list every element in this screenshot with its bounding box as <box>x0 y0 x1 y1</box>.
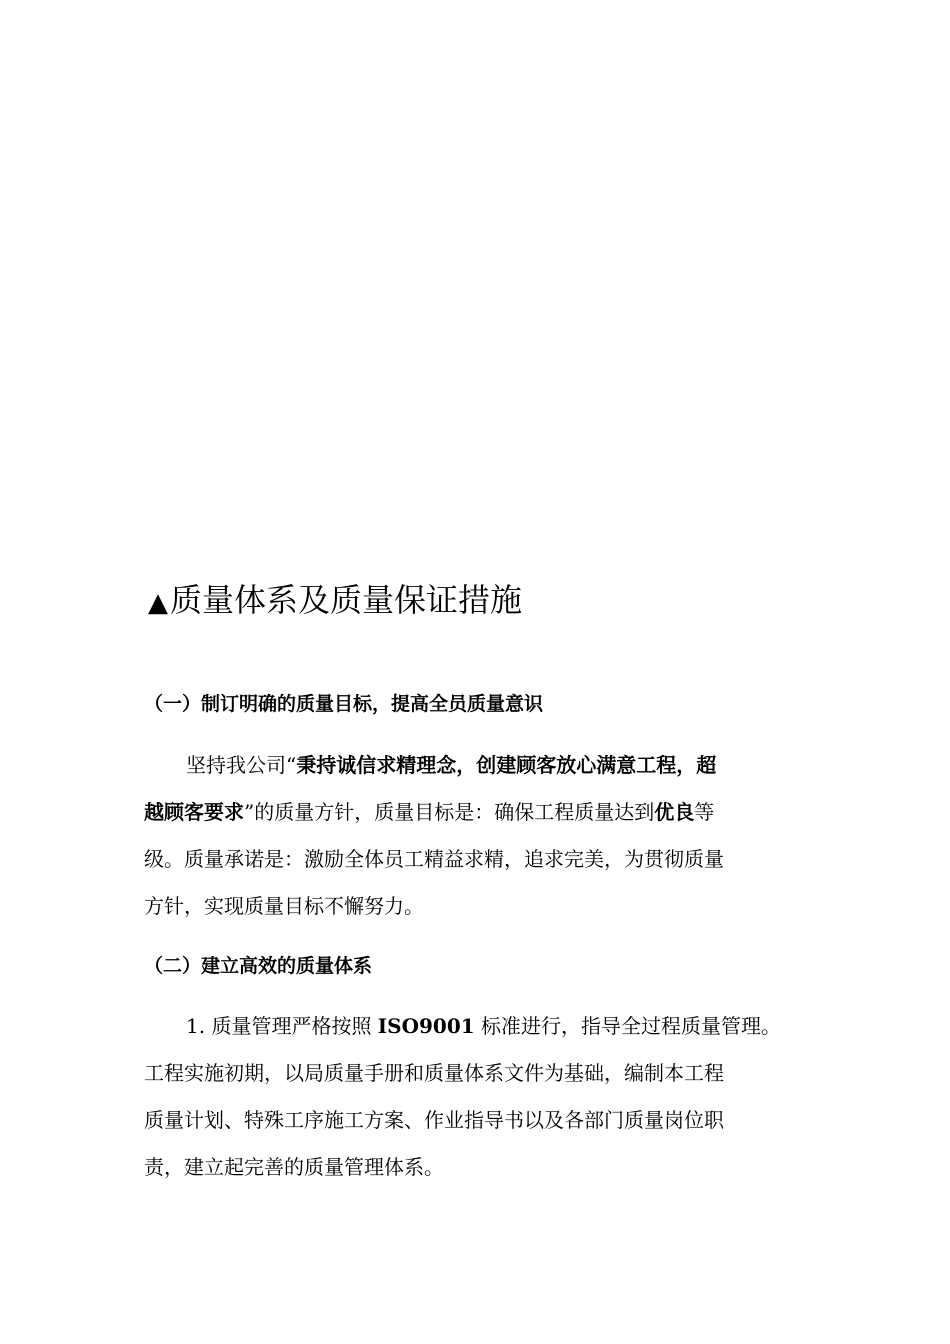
paragraph-line: 方针，实现质量目标不懈努力。 <box>144 894 424 918</box>
text-run: ”的质量方针，质量目标是：确保工程质量达到 <box>244 800 655 824</box>
section-1-paragraph <box>144 742 824 930</box>
bold-text-run: 优良 <box>654 800 695 824</box>
paragraph-line: 责，建立起完善的质量管理体系。 <box>144 1155 444 1179</box>
paragraph-line <box>144 789 824 836</box>
paragraph-line <box>144 1003 824 1050</box>
document-title-text: 质量体系及质量保证措施 <box>170 581 523 619</box>
text-run: 坚持我公司“ <box>186 753 297 777</box>
text-run: 标准进行，指导全过程质量管理。 <box>474 1014 782 1038</box>
section-heading-1: （一）制订明确的质量目标，提高全员质量意识 <box>144 693 544 715</box>
paragraph-line: 质量计划、特殊工序施工方案、作业指导书以及各部门质量岗位职 <box>144 1108 724 1132</box>
paragraph-line: 工程实施初期，以局质量手册和质量体系文件为基础，编制本工程 <box>144 1061 724 1085</box>
paragraph-line: 级。质量承诺是：激励全体员工精益求精，追求完美，为贯彻质量 <box>144 847 724 871</box>
bold-text-run: 越顾客要求 <box>144 800 244 824</box>
bold-text-run: 秉持诚信求精理念，创建顾客放心满意工程，超 <box>296 753 717 777</box>
text-run: 1. 质量管理严格按照 <box>186 1014 378 1038</box>
text-run: 等 <box>694 800 715 824</box>
document-title <box>148 578 522 625</box>
bold-text-run: ISO9001 <box>377 1014 475 1038</box>
paragraph-line <box>144 742 824 789</box>
section-2-paragraph <box>144 1003 824 1191</box>
triangle-bullet-icon: ▲ <box>148 588 168 618</box>
section-heading-2: （二）建立高效的质量体系 <box>144 955 373 977</box>
